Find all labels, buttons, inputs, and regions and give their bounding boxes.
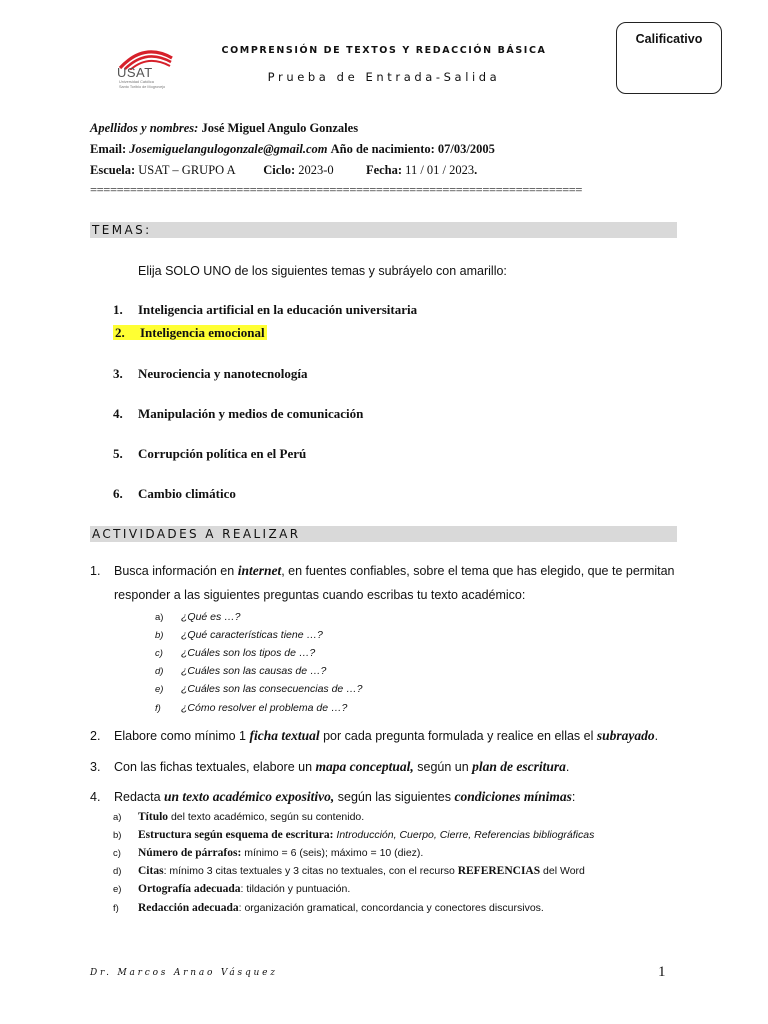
- question-item: [155, 611, 241, 623]
- condition-text: del Word: [540, 865, 585, 877]
- activity-3: [90, 759, 569, 775]
- email-value: Josemiguelangulogonzale@gmail.com: [129, 142, 328, 156]
- topic-text: Inteligencia artificial en la educación universitaria: [138, 302, 418, 317]
- question-letter: b): [155, 630, 164, 641]
- activities-heading: ACTIVIDADES A REALIZAR: [92, 527, 301, 541]
- activity-text: por cada pregunta formulada y realice en ellas el: [319, 729, 597, 743]
- document-subtitle: Prueba de Entrada-Salida: [267, 70, 501, 84]
- condition-text: : organización gramatical, concordancia y conectores discursivos.: [238, 902, 544, 914]
- grade-label: Calificativo: [635, 32, 703, 46]
- activity-text: Busca información en: [114, 564, 238, 578]
- activity-4: [90, 789, 575, 805]
- email-label: Email:: [90, 142, 127, 156]
- document-title: COMPRENSIÓN DE TEXTOS Y REDACCIÓN BÁSICA: [221, 45, 547, 56]
- topic-number: 3.: [113, 366, 123, 381]
- activity-emphasis: internet: [237, 563, 282, 578]
- condition-item: [113, 847, 423, 859]
- topic-text: Manipulación y medios de comunicación: [138, 406, 364, 421]
- activities-heading-band: [90, 526, 677, 542]
- activity-text: .: [654, 729, 659, 743]
- condition-text: Introducción, Cuerpo, Cierre, Referencias bibliográficas: [333, 829, 595, 841]
- condition-text: : tildación y puntuación.: [240, 883, 351, 895]
- question-text: ¿Cuáles son las consecuencias de …?: [181, 683, 363, 695]
- question-text: ¿Cuáles son las causas de …?: [181, 665, 327, 677]
- question-letter: a): [155, 612, 164, 623]
- topic-text: Inteligencia emocional: [140, 325, 265, 340]
- activity-emphasis: subrayado: [596, 728, 655, 743]
- logo-subtitle-2: Santo Toribio de Mogrovejo: [119, 85, 166, 89]
- topic-text: Cambio climático: [138, 486, 236, 501]
- date-value: 11 / 01 / 2023: [405, 163, 475, 177]
- activity-number: 2.: [90, 729, 101, 743]
- condition-letter: d): [113, 866, 122, 877]
- separator-line: ==========================================================================: [90, 183, 583, 197]
- condition-text: : mínimo 3 citas textuales y 3 citas no textuales, con el recurso: [163, 865, 458, 877]
- cycle-label: Ciclo:: [263, 163, 296, 177]
- condition-letter: c): [113, 848, 121, 859]
- activity-text: :: [571, 790, 576, 804]
- topic-number: 1.: [113, 302, 123, 317]
- topic-number: 6.: [113, 486, 123, 501]
- topics-heading: TEMAS:: [92, 223, 152, 237]
- topic-item: [113, 302, 417, 318]
- topic-text: Corrupción política en el Perú: [138, 446, 307, 461]
- activity-text: según las siguientes: [334, 790, 455, 804]
- activity-text: Con las fichas textuales, elabore un: [114, 760, 316, 774]
- logo-subtitle-1: Universidad Católica: [119, 80, 154, 84]
- topics-intro: Elija SOLO UNO de los siguientes temas y subráyelo con amarillo:: [138, 264, 507, 278]
- topic-number: 5.: [113, 446, 123, 461]
- name-label: Apellidos y nombres:: [90, 121, 199, 135]
- condition-item: [113, 811, 364, 823]
- activity-number: 3.: [90, 760, 101, 774]
- condition-item: [113, 902, 544, 914]
- topic-highlight: [113, 325, 267, 340]
- activity-1: [90, 563, 675, 579]
- topic-text: Neurociencia y nanotecnología: [138, 366, 308, 381]
- name-value: José Miguel Angulo Gonzales: [201, 121, 359, 135]
- topic-item: [113, 486, 236, 502]
- student-name-line: [90, 120, 358, 136]
- activity-number: 1.: [90, 564, 101, 578]
- question-item: [155, 629, 323, 641]
- condition-letter: f): [113, 903, 119, 914]
- date-label: Fecha:: [365, 163, 403, 177]
- question-item: [155, 665, 326, 677]
- topic-item: [113, 446, 306, 462]
- activity-text: Elabore como mínimo 1: [114, 729, 250, 743]
- condition-item: [113, 865, 585, 877]
- question-item: [155, 702, 347, 714]
- activity-emphasis: plan de escritura: [472, 759, 566, 774]
- topic-number: 2.: [115, 325, 125, 340]
- activity-text: .: [565, 760, 570, 774]
- condition-text: mínimo = 6 (seis); máximo = 10 (diez).: [241, 847, 424, 859]
- condition-text: del texto académico, según su contenido.: [168, 811, 365, 823]
- condition-item: [113, 829, 594, 841]
- topic-item: [113, 366, 307, 382]
- activity-2: [90, 728, 658, 744]
- activity-emphasis: un texto académico expositivo,: [164, 789, 335, 804]
- condition-label: Redacción adecuada: [138, 902, 239, 914]
- activity-text: según un: [413, 760, 473, 774]
- activity-emphasis: condiciones mínimas: [454, 789, 572, 804]
- condition-letter: a): [113, 812, 122, 823]
- activity-number: 4.: [90, 790, 101, 804]
- birth-value: 07/03/2005: [437, 142, 495, 156]
- question-letter: f): [155, 703, 161, 714]
- cycle-value: 2023-0: [298, 163, 334, 177]
- page-number: 1: [658, 964, 666, 980]
- question-text: ¿Qué es …?: [181, 611, 241, 623]
- topic-item-selected: [113, 325, 267, 341]
- activity-text: , en fuentes confiables, sobre el tema que has elegido, que te permitan: [281, 564, 675, 578]
- question-text: ¿Cuáles son los tipos de …?: [181, 647, 316, 659]
- student-school-line: Escuela: USAT – GRUPO A Ciclo: 2023-0 Fecha: 11 / 01 / 2023.: [90, 163, 478, 177]
- question-text: ¿Cómo resolver el problema de …?: [181, 702, 348, 714]
- question-letter: c): [155, 648, 163, 659]
- school-value: USAT – GRUPO A: [138, 163, 235, 177]
- logo-name: USAT: [117, 65, 153, 80]
- activity-1-line-2: responder a las siguientes preguntas cuando escribas tu texto académico:: [114, 588, 526, 602]
- question-item: [155, 647, 315, 659]
- question-text: ¿Qué características tiene …?: [181, 629, 323, 641]
- activity-emphasis: mapa conceptual,: [315, 759, 414, 774]
- condition-letter: e): [113, 884, 122, 895]
- question-item: [155, 683, 363, 695]
- condition-label: REFERENCIAS: [457, 865, 541, 877]
- topic-item: [113, 406, 363, 422]
- topic-number: 4.: [113, 406, 123, 421]
- student-email-line: [90, 141, 495, 157]
- topics-heading-band: [90, 222, 677, 238]
- condition-label: Ortografía adecuada: [138, 883, 241, 895]
- condition-label: Número de párrafos:: [138, 847, 242, 859]
- footer-author: Dr. Marcos Arnao Vásquez: [90, 968, 278, 978]
- birth-label: Año de nacimiento:: [330, 142, 435, 156]
- question-letter: d): [155, 666, 164, 677]
- activity-text: Redacta: [114, 790, 165, 804]
- condition-letter: b): [113, 830, 122, 841]
- question-letter: e): [155, 684, 164, 695]
- condition-label: Título: [138, 811, 169, 823]
- activity-emphasis: ficha textual: [249, 728, 320, 743]
- condition-item: [113, 883, 350, 895]
- school-label: Escuela:: [90, 163, 136, 177]
- condition-label: Estructura según esquema de escritura:: [138, 829, 334, 841]
- condition-label: Citas: [138, 865, 164, 877]
